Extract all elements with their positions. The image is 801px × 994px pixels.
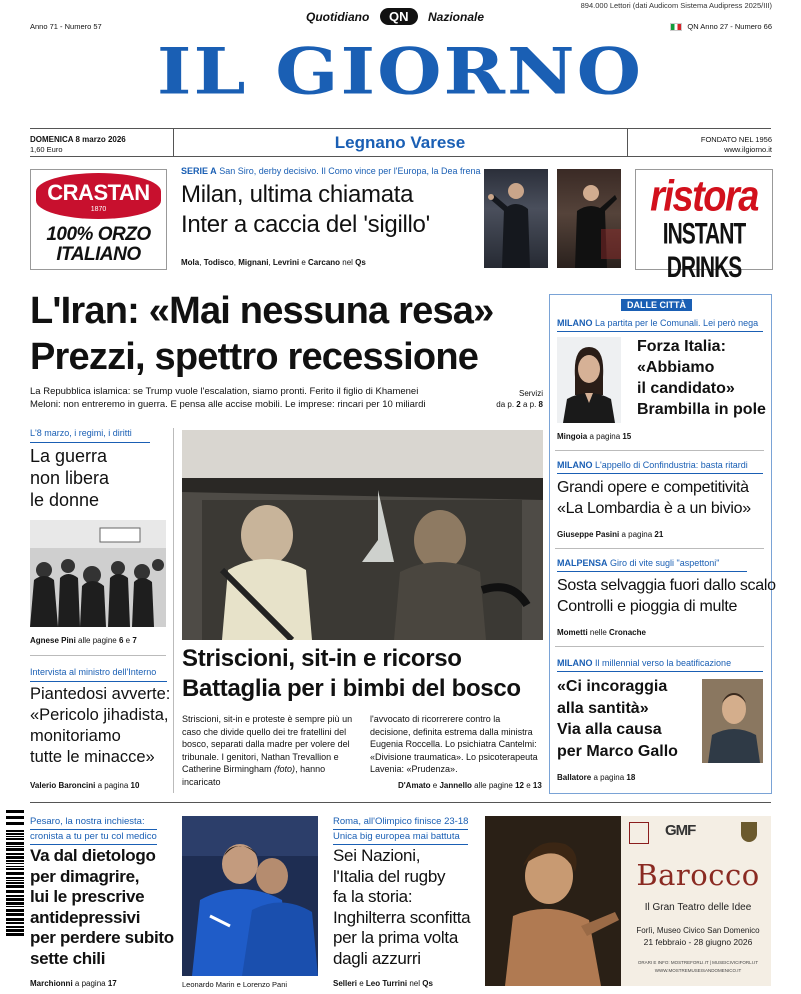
sport-credit-name: Todisco (203, 258, 234, 267)
rugby-kicker: Roma, all'Olimpico finisce 23-18 Unica big europea mai battuta (333, 815, 468, 845)
qn-logo: QN (380, 8, 418, 25)
photo-protest (30, 520, 166, 627)
rugby-caption: Leonardo Marin e Lorenzo Pani (182, 980, 288, 989)
bosco-headline-1[interactable]: Striscioni, sit-in e ricorso (182, 645, 462, 672)
sport-credit-name: Qs (355, 258, 366, 267)
barocco-ad[interactable] (485, 816, 771, 986)
lead-headline-1[interactable]: L'Iran: «Mai nessuna resa» (30, 290, 494, 332)
barocco-logo-gmf: GMF (665, 822, 696, 839)
barocco-logo-box (629, 822, 649, 844)
women-headline-l3: le donne (30, 490, 100, 510)
sport-kicker-label: SERIE A (181, 166, 217, 176)
women-credit: Agnese Pini alle pagine 6 e 7 (30, 636, 137, 645)
website: www.ilgiorno.it (724, 145, 772, 154)
barocco-info-1: ORARI E INFO: MOSTREFORLI.IT | MUSEICIVICIFORLI.IT (637, 960, 759, 965)
lead-summary-1: La Repubblica islamica: se Trump vuole l'escalation, siamo pronti. Ferito il figlio di Khamenei (30, 386, 419, 397)
rugby-headline[interactable]: Sei Nazioni, l'Italia del rugby fa la storia: Inghilterra sconfitta per la prima volta dagli azzurri (333, 846, 471, 968)
issue-right: QN Anno 27 - Numero 66 (687, 22, 772, 31)
citta-3-headline[interactable]: Sosta selvaggia fuori dallo scalo Controlli e pioggia di multe (557, 577, 776, 615)
women-headline-l2: non libera (30, 468, 110, 488)
ristora-brand: ristora (650, 172, 758, 222)
masthead-title: IL GIORNO (156, 34, 644, 109)
barocco-subtitle: Il Gran Teatro delle Idee (644, 902, 752, 913)
qn-left: Quotidiano (306, 10, 370, 24)
women-kicker: L'8 marzo, i regimi, i diritti (30, 428, 132, 438)
citta-3-kicker: MALPENSA Giro di vite sugli "aspettoni" (557, 558, 720, 568)
bosco-text-col1: Striscioni, sit-in e proteste è sempre più un caso che divide quello dei tre fratellini del bosco, separati dalla madre per volere del tribunale. I genitori, Nathan Trevallion e Catherine Birmingham (foto), hanno incaricato (182, 714, 353, 787)
citta-2-headline[interactable]: Grandi opere e competitività «La Lombardia è a un bivio» (557, 479, 751, 517)
crastan-brand: CRASTAN (47, 180, 150, 205)
citta-4-kicker: MILANO Il millennial verso la beatificazione (557, 658, 732, 668)
sport-headline-2[interactable]: Inter a caccia del 'sigillo' (181, 211, 430, 238)
barocco-place: Forlì, Museo Civico San Domenico (636, 926, 760, 935)
bosco-credit: D'Amato e Jannello alle pagine 12 e 13 (398, 781, 542, 790)
citta-4-headline[interactable]: «Ci incoraggia alla santità» Via alla causa per Marco Gallo (557, 678, 678, 760)
citta-2-kicker: MILANO L'appello di Confindustria: basta ritardi (557, 460, 748, 470)
edition: Legnano Varese (334, 133, 466, 152)
citta-2-credit: Giuseppe Pasini a pagina 21 (557, 530, 664, 539)
piantedosi-headline[interactable] (30, 684, 170, 768)
founded: FONDATO NEL 1956 (700, 135, 772, 144)
barocco-info-2: WWW.MOSTREMUSEISANDOMENICO.IT (654, 968, 742, 973)
crastan-ad[interactable] (30, 169, 167, 270)
women-author: Agnese Pini (30, 636, 76, 645)
barocco-crest-icon (741, 822, 757, 842)
photo-marco-gallo (702, 679, 763, 763)
barocco-dates: 21 febbraio - 28 giugno 2026 (643, 937, 753, 947)
sport-credits: Mola, Todisco, Mignani, Levrini e Carcano nel Qs (181, 258, 366, 267)
photo-car (182, 430, 543, 640)
women-headline[interactable] (30, 445, 109, 511)
women-headline-l1: La guerra (30, 446, 108, 466)
services-pages: da p. 2 a p. 8 (496, 400, 543, 409)
crastan-year: 1870 (90, 206, 107, 213)
bosco-headline-2[interactable]: Battaglia per i bimbi del bosco (182, 675, 521, 702)
services-label: Servizi (518, 389, 543, 398)
photo-brambilla (557, 337, 621, 423)
ristora-ad[interactable] (635, 169, 773, 285)
dietologo-kicker: Pesaro, la nostra inchiesta: cronista a tu per tu col medico (30, 815, 157, 845)
sport-kicker (181, 166, 481, 176)
date: DOMENICA 8 marzo 2026 (30, 135, 126, 144)
piantedosi-kicker: Intervista al ministro dell'Interno (30, 667, 157, 677)
photo-rugby (182, 816, 318, 976)
piantedosi-l2: «Pericolo jihadista, (30, 706, 169, 724)
citta-4-credit: Ballatore a pagina 18 (557, 773, 636, 782)
citta-1-kicker: MILANO La partita per le Comunali. Lei però nega (557, 318, 759, 328)
sport-headline-1[interactable]: Milan, ultima chiamata (181, 181, 414, 208)
crastan-line1: 100% ORZO (46, 224, 151, 245)
sport-kicker-text: San Siro, derby decisivo. Il Como vince per l'Europa, la Dea frena (216, 166, 481, 176)
qn-header (300, 8, 500, 28)
crastan-line2: ITALIANO (56, 244, 141, 265)
sport-credit-name: Levrini (272, 258, 300, 267)
bosco-text-col2: l'avvocato di ricorrerere contro la decisione, definita estrema dalla ministra Eugenia Roccella. Lo psichiatra Cantelmi: «Divisione traumatica». Lo psicoterapeuta Lavenia: «Prudenza». (370, 714, 538, 774)
readers-note: 894.000 Lettori (dati Audicom Sistema Audipress 2025/III) (580, 1, 772, 10)
dietologo-headline[interactable]: Va dal dietologo per dimagrire, lui le prescrive antidepressivi per perdere subito sette chili (30, 846, 174, 968)
piantedosi-l3: monitoriamo (30, 727, 121, 745)
photo-coach-1 (484, 169, 548, 268)
sport-credit-name: Mola (181, 258, 200, 267)
issue-left: Anno 71 - Numero 57 (30, 22, 102, 31)
citta-3-credit: Mometti nelle Cronache (557, 628, 646, 637)
sport-credit-name: Carcano (308, 258, 341, 267)
rugby-credit: Selleri e Leo Turrini nel Qs (333, 979, 433, 988)
masthead-rule-bottom (30, 156, 771, 157)
italy-flag-icon (670, 23, 682, 31)
qn-right: Nazionale (428, 10, 485, 24)
piantedosi-l4: tutte le minacce» (30, 748, 155, 766)
ristora-sub: INSTANT DRINKS (662, 218, 746, 285)
barocco-painting (485, 816, 621, 986)
barocco-title: Barocco (636, 858, 760, 892)
photo-coach-2 (557, 169, 621, 268)
barcode (4, 808, 26, 936)
citta-1-headline[interactable]: Forza Italia: «Abbiamo il candidato» Brambilla in pole (637, 338, 766, 418)
dalle-citta-label: DALLE CITTÀ (621, 299, 692, 311)
piantedosi-credit: Valerio Baroncini a pagina 10 (30, 781, 140, 790)
sport-credit-name: Mignani (238, 258, 269, 267)
masthead-rule-top (30, 128, 771, 129)
price: 1,60 Euro (30, 145, 63, 154)
issue-right-wrap (670, 22, 772, 31)
lead-headline-2[interactable]: Prezzi, spettro recessione (30, 336, 479, 378)
lead-services (489, 388, 543, 410)
piantedosi-l1: Piantedosi avverte: (30, 685, 171, 703)
lead-summary-2: Meloni: non entreremo in guerra. E pensa alle accise mobili. Le imprese: rincari per 10 miliardi (30, 399, 426, 410)
dietologo-credit: Marchionni a pagina 17 (30, 979, 117, 988)
citta-1-credit: Mingoia a pagina 15 (557, 432, 632, 441)
